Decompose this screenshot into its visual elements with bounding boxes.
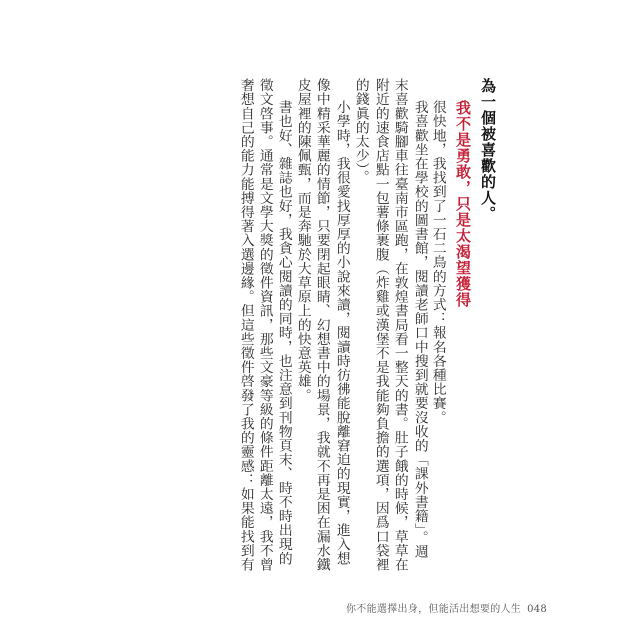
text-line-7: 像中精采華麗的情節，只要閉起眼睛、幻想書中的場景，我就不再是困在漏水鐵 [313, 78, 330, 572]
page-footer [346, 600, 547, 615]
text-line-9: 書也好、雜誌也好，我貪心閱讀的同時，也注意到刊物頁末、時不時出現的 [275, 100, 292, 566]
chapter-title: 為一個被喜歡的人。 [479, 78, 497, 222]
text-line-6: 小學時，我很愛找厚厚的小說來讀，閱讀時彷彿能脫離窘迫的現實，進入想 [333, 100, 350, 566]
text-line-10: 徵文啓事。通常是文學大獎的徵件資訊，那些文豪等級的條件距離太遠，我不曾 [256, 78, 273, 572]
text-line-8: 皮屋裡的陳佩甄，而是奔馳於大草原上的快意英雄。 [294, 78, 311, 403]
text-line-3: 末喜歡騎腳車往臺南市區跑，在敦煌書局看一整天的書。肚子餓的時候，草草在 [391, 78, 408, 572]
section-title: 我不是勇敢，只是太渴望獲得 [454, 100, 472, 308]
page-number: 048 [527, 604, 548, 615]
running-book-title: 你不能選擇出身，但能活出想要的人生 [346, 604, 522, 615]
text-line-1: 很快地，我找到了一石二鳥的方式：報名各種比賽。 [429, 100, 446, 425]
text-line-5: 的錢眞的太少）。 [352, 78, 369, 184]
text-line-4: 附近的速食店點一包薯條裹腹（炸雞或漢堡不是我能夠負擔的選項，因爲口袋裡 [372, 78, 389, 572]
text-line-11: 奢想自己的能力能搏得著入選邊緣。但這些徵件啓發了我的靈感：如果能找到有 [237, 78, 254, 572]
text-line-2: 我喜歡坐在學校的圖書館，閱讀老師口中搜到就要沒收的「課外書籍」。週 [411, 100, 428, 559]
